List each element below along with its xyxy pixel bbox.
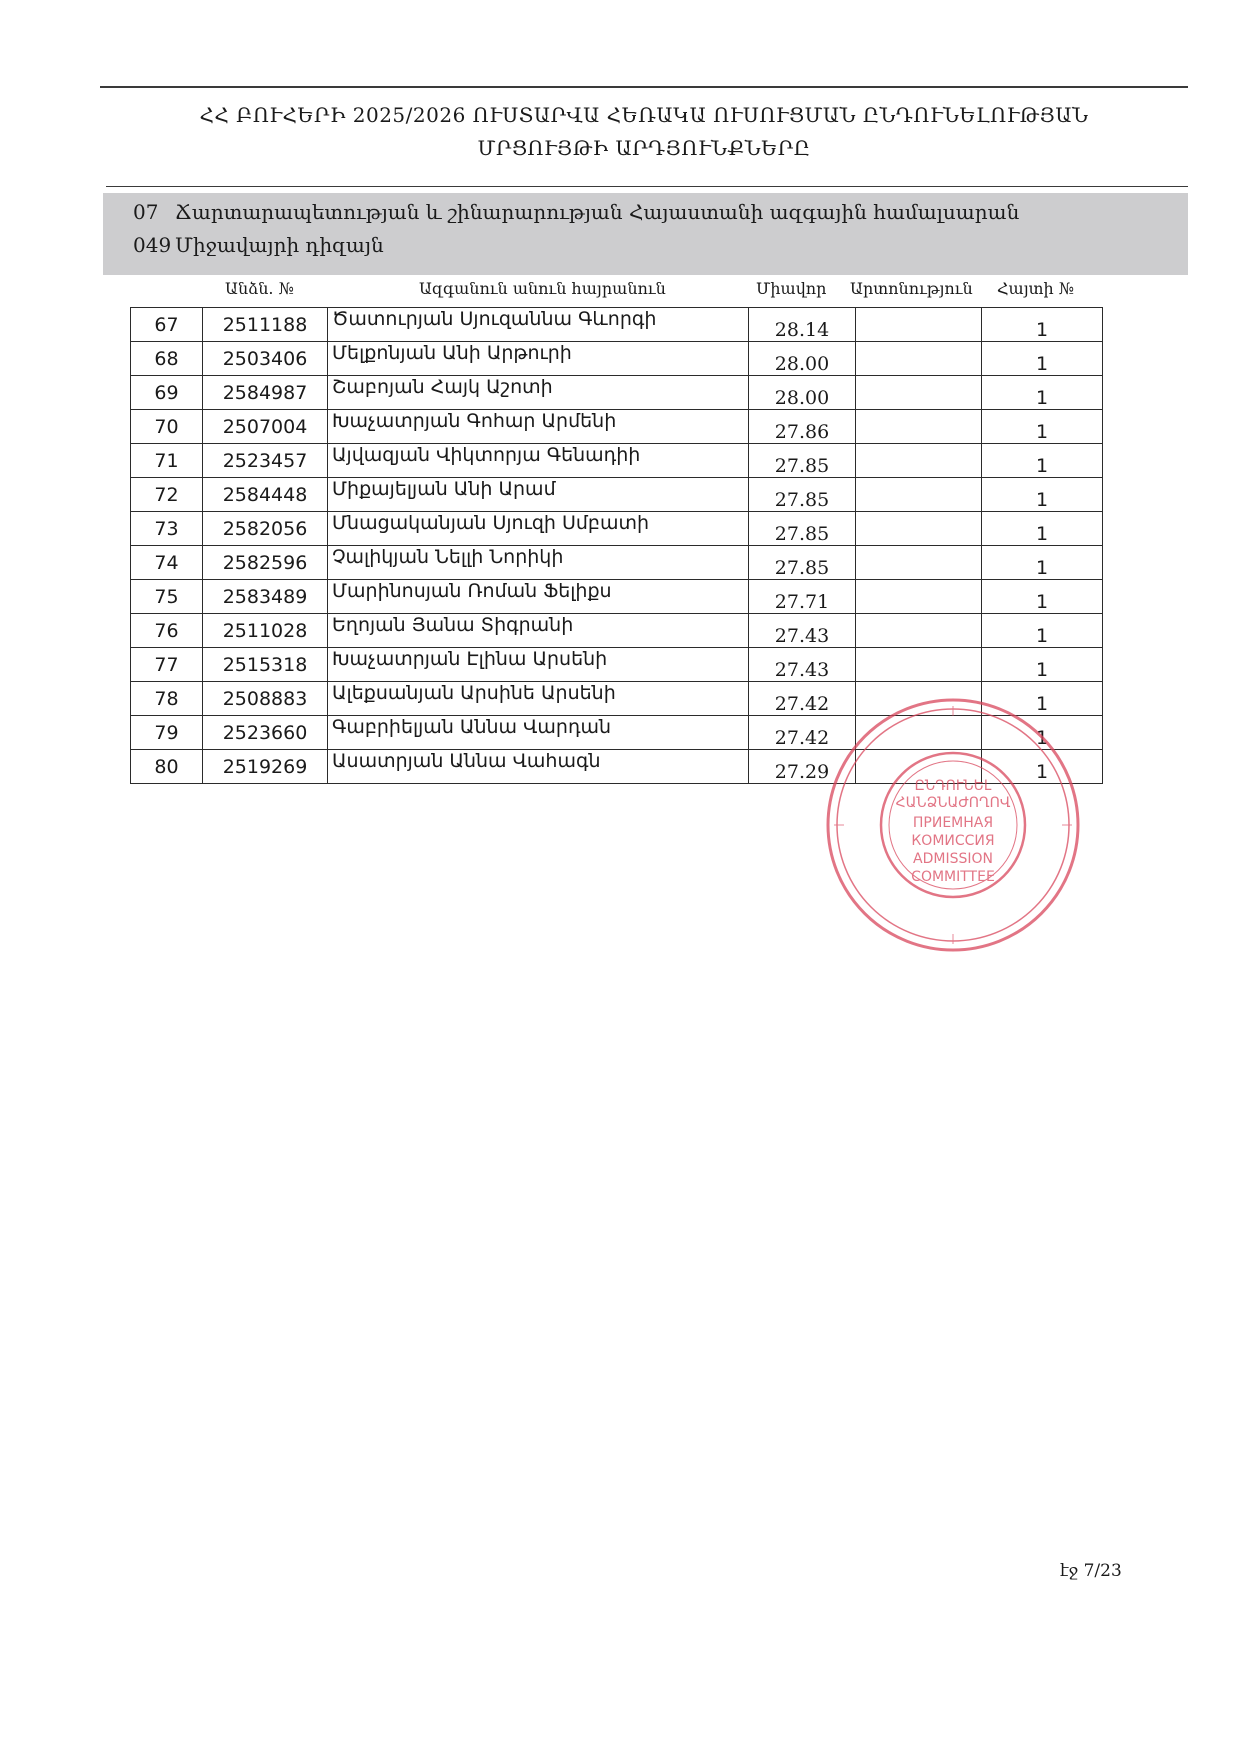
applicant-id-cell: 2519269 bbox=[203, 750, 328, 784]
applicant-id-cell: 2511028 bbox=[203, 614, 328, 648]
table-row bbox=[131, 546, 1103, 580]
applicant-id-cell: 2583489 bbox=[203, 580, 328, 614]
stamp-line-1: ԸՆԴՈՒՆԵԼ bbox=[914, 778, 992, 794]
row-number-cell: 76 bbox=[131, 614, 203, 648]
applicant-name-cell: Ծատուրյան Սյուզաննա Գևորգի bbox=[328, 308, 749, 342]
preference-cell bbox=[856, 410, 982, 444]
stamp-line-2: ՀԱՆՁՆԱԺՈՂՈՎ bbox=[895, 795, 1011, 811]
university-line bbox=[133, 200, 1019, 224]
admission-committee-stamp bbox=[822, 694, 1084, 956]
col-header-place: Հայտի № bbox=[997, 279, 1074, 298]
applicant-id-cell: 2584987 bbox=[203, 376, 328, 410]
row-number-cell: 72 bbox=[131, 478, 203, 512]
program-code: 049 bbox=[133, 233, 172, 257]
applicant-name-cell: Խաչատրյան Էլինա Արսենի bbox=[328, 648, 749, 682]
row-number-cell: 79 bbox=[131, 716, 203, 750]
applicant-name-cell: Մարինոսյան Ռոման Ֆելիքս bbox=[328, 580, 749, 614]
row-number-cell: 73 bbox=[131, 512, 203, 546]
preference-cell bbox=[856, 580, 982, 614]
applicant-id-cell: 2584448 bbox=[203, 478, 328, 512]
table-row bbox=[131, 614, 1103, 648]
score-cell: 27.42 bbox=[749, 682, 856, 716]
preference-cell bbox=[856, 546, 982, 580]
score-cell: 27.85 bbox=[749, 444, 856, 478]
title-divider bbox=[106, 186, 1188, 187]
application-number-cell: 1 bbox=[982, 478, 1103, 512]
score-cell: 27.85 bbox=[749, 546, 856, 580]
score-cell: 27.85 bbox=[749, 512, 856, 546]
score-cell: 27.71 bbox=[749, 580, 856, 614]
row-number-cell: 75 bbox=[131, 580, 203, 614]
applicant-name-cell: Մնացականյան Սյուզի Սմբատի bbox=[328, 512, 749, 546]
stamp-line-4: КОМИССИЯ bbox=[911, 833, 995, 849]
application-number-cell: 1 bbox=[982, 444, 1103, 478]
score-cell: 27.86 bbox=[749, 410, 856, 444]
application-number-cell: 1 bbox=[982, 342, 1103, 376]
applicant-id-cell: 2508883 bbox=[203, 682, 328, 716]
applicant-name-cell: Չալիկյան Նելլի Նորիկի bbox=[328, 546, 749, 580]
applicant-id-cell: 2507004 bbox=[203, 410, 328, 444]
row-number-cell: 77 bbox=[131, 648, 203, 682]
stamp-line-5: ADMISSION bbox=[913, 851, 993, 867]
applicant-name-cell: Այվազյան Վիկտորյա Գենադիի bbox=[328, 444, 749, 478]
application-number-cell: 1 bbox=[982, 308, 1103, 342]
preference-cell bbox=[856, 308, 982, 342]
table-row bbox=[131, 512, 1103, 546]
page-title-line2: ՄՐՑՈՒՅԹԻ ԱՐԴՅՈՒՆՔՆԵՐԸ bbox=[477, 136, 811, 160]
applicant-id-cell: 2582056 bbox=[203, 512, 328, 546]
applicant-id-cell: 2511188 bbox=[203, 308, 328, 342]
row-number-cell: 68 bbox=[131, 342, 203, 376]
row-number-cell: 80 bbox=[131, 750, 203, 784]
applicant-id-cell: 2523457 bbox=[203, 444, 328, 478]
preference-cell bbox=[856, 512, 982, 546]
application-number-cell: 1 bbox=[982, 750, 1103, 784]
score-cell: 28.00 bbox=[749, 376, 856, 410]
preference-cell bbox=[856, 614, 982, 648]
applicant-id-cell: 2582596 bbox=[203, 546, 328, 580]
application-number-cell: 1 bbox=[982, 580, 1103, 614]
applicant-name-cell: Խաչատրյան Գոհար Արմենի bbox=[328, 410, 749, 444]
row-number-cell: 78 bbox=[131, 682, 203, 716]
score-cell: 27.43 bbox=[749, 614, 856, 648]
row-number-cell: 71 bbox=[131, 444, 203, 478]
applicant-id-cell: 2503406 bbox=[203, 342, 328, 376]
application-number-cell: 1 bbox=[982, 376, 1103, 410]
preference-cell bbox=[856, 444, 982, 478]
preference-cell bbox=[856, 342, 982, 376]
preference-cell bbox=[856, 478, 982, 512]
application-number-cell: 1 bbox=[982, 512, 1103, 546]
university-name: Ճարտարապետության և շինարարության Հայաստանի ազգային համալսարան bbox=[175, 200, 1020, 224]
application-number-cell: 1 bbox=[982, 410, 1103, 444]
program-name: Միջավայրի դիզայն bbox=[175, 233, 384, 257]
row-number-cell: 74 bbox=[131, 546, 203, 580]
program-line bbox=[133, 233, 384, 257]
page-title-line1: ՀՀ ԲՈՒՀԵՐԻ 2025/2026 ՈՒՍՏԱՐՎԱ ՀԵՌԱԿԱ ՈՒՍՈՒՑՄԱՆ ԸՆԴՈՒՆԵԼՈՒԹՅԱՆ bbox=[199, 103, 1089, 127]
col-header-score: Միավոր bbox=[756, 279, 827, 298]
col-header-preference: Արտոնություն bbox=[850, 279, 973, 298]
program-band bbox=[103, 193, 1188, 275]
applicant-name-cell: Ասատրյան Աննա Վահագն bbox=[328, 750, 749, 784]
table-row bbox=[131, 444, 1103, 478]
table-row bbox=[131, 376, 1103, 410]
row-number-cell: 70 bbox=[131, 410, 203, 444]
table-row bbox=[131, 308, 1103, 342]
page-number: էջ 7/23 bbox=[1060, 1561, 1122, 1581]
col-header-name: Ազգանուն անուն հայրանուն bbox=[419, 279, 666, 298]
row-number-cell: 69 bbox=[131, 376, 203, 410]
applicant-name-cell: Եղոյան Յանա Տիգրանի bbox=[328, 614, 749, 648]
score-cell: 28.00 bbox=[749, 342, 856, 376]
score-cell: 28.14 bbox=[749, 308, 856, 342]
applicant-name-cell: Գաբրիելյան Աննա Վարդան bbox=[328, 716, 749, 750]
row-number-cell: 67 bbox=[131, 308, 203, 342]
application-number-cell: 1 bbox=[982, 648, 1103, 682]
applicant-name-cell: Շաբոյան Հայկ Աշոտի bbox=[328, 376, 749, 410]
preference-cell bbox=[856, 376, 982, 410]
application-number-cell: 1 bbox=[982, 614, 1103, 648]
applicant-id-cell: 2515318 bbox=[203, 648, 328, 682]
score-cell: 27.29 bbox=[749, 750, 856, 784]
university-code: 07 bbox=[133, 200, 159, 224]
applicant-name-cell: Միքայելյան Անի Արամ bbox=[328, 478, 749, 512]
stamp-line-3: ПРИЕМНАЯ bbox=[912, 815, 994, 831]
applicant-name-cell: Ալեքսանյան Արսինե Արսենի bbox=[328, 682, 749, 716]
col-header-id: Անձն. № bbox=[225, 279, 294, 298]
table-row bbox=[131, 410, 1103, 444]
score-cell: 27.43 bbox=[749, 648, 856, 682]
application-number-cell: 1 bbox=[982, 546, 1103, 580]
score-cell: 27.42 bbox=[749, 716, 856, 750]
table-row bbox=[131, 580, 1103, 614]
table-row bbox=[131, 342, 1103, 376]
preference-cell bbox=[856, 648, 982, 682]
top-rule bbox=[100, 86, 1188, 88]
application-number-cell: 1 bbox=[982, 716, 1103, 750]
applicant-id-cell: 2523660 bbox=[203, 716, 328, 750]
table-row bbox=[131, 648, 1103, 682]
stamp-line-6: COMMITTEE bbox=[911, 869, 995, 885]
score-cell: 27.85 bbox=[749, 478, 856, 512]
applicant-name-cell: Մելքոնյան Անի Արթուրի bbox=[328, 342, 749, 376]
application-number-cell: 1 bbox=[982, 682, 1103, 716]
table-row bbox=[131, 478, 1103, 512]
